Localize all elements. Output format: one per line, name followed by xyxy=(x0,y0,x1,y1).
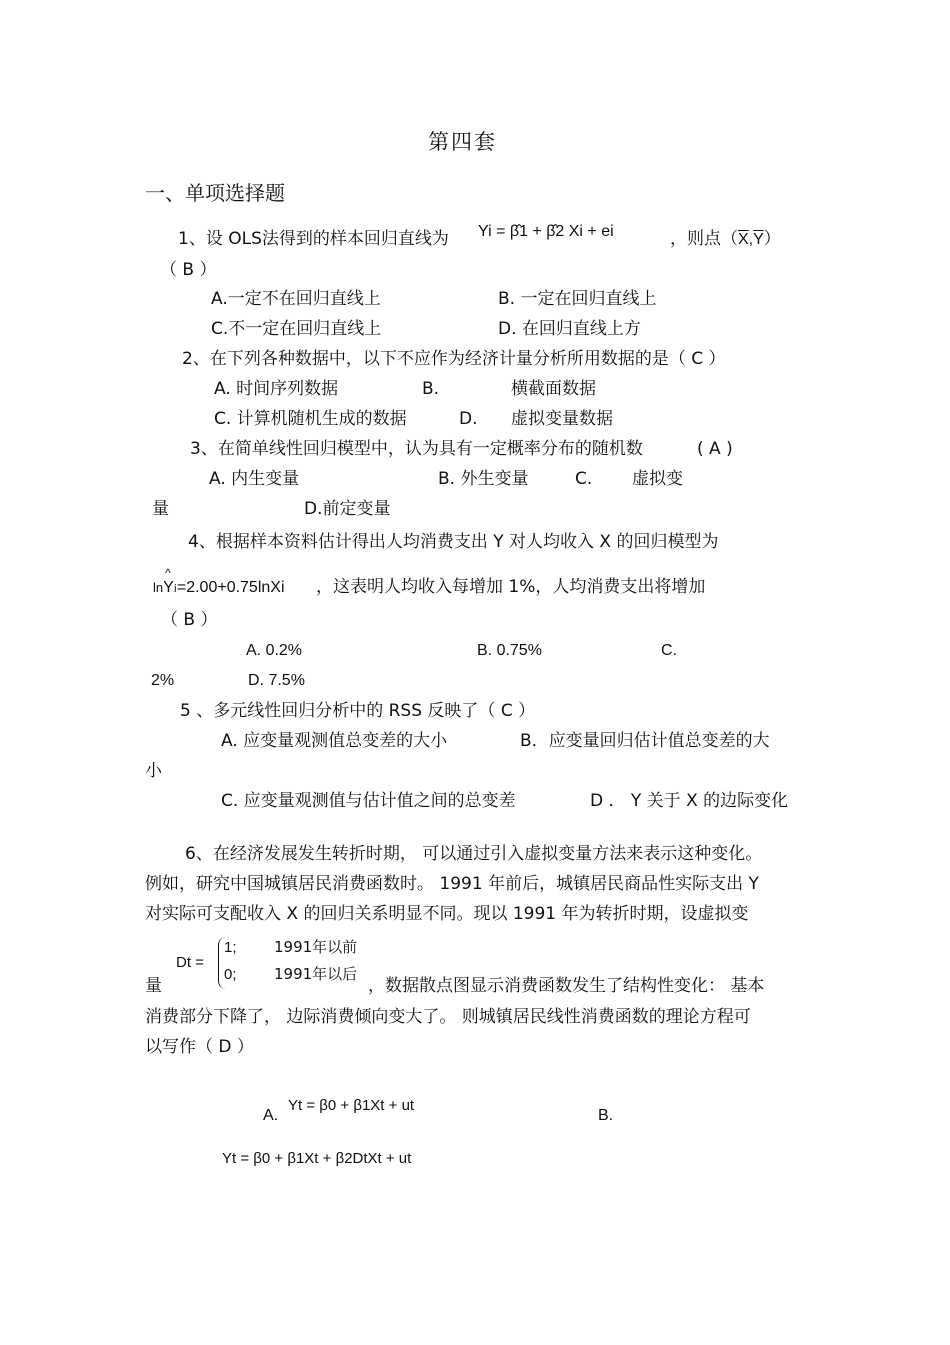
q6-line5: 消费部分下降了， 边际消费倾向变大了。 则城镇居民线性消费函数的理论方程可 xyxy=(145,1007,751,1027)
q6-line4-start: 量 xyxy=(145,976,162,996)
q1-xbar: $\overline{X}$ xyxy=(738,231,749,248)
q1-ybar: $\overline{Y}$ xyxy=(753,231,764,248)
q3-option-c-label: C. xyxy=(575,469,593,489)
q5-option-b-cont: 小 xyxy=(145,761,162,781)
q6-line6: 以写作（ D ） xyxy=(145,1037,254,1057)
q4-y: Y xyxy=(163,579,174,596)
q6-option-b-label: B. xyxy=(598,1107,614,1124)
q4-option-b: B. 0.75% xyxy=(477,642,542,659)
q6-option-b-formula: Yt = β0 + β1Xt + β2DtXt + ut xyxy=(222,1150,412,1167)
q3-option-b: B. 外生变量 xyxy=(438,469,529,489)
q4-option-d: D. 7.5% xyxy=(248,672,305,689)
q1-stem: 1、设 OLS法得到的样本回归直线为 xyxy=(178,229,449,249)
q3-stem: 3、在简单线性回归模型中，认为具有一定概率分布的随机数 xyxy=(190,439,643,459)
q4-answer: （ B ） xyxy=(161,610,218,630)
q5-option-a: A. 应变量观测值总变差的大小 xyxy=(221,731,448,751)
q1-option-a: A.一定不在回归直线上 xyxy=(211,289,381,309)
q6-line3: 对实际可支配收入 X 的回归关系明显不同。现以 1991 年为转折时期，设虚拟变 xyxy=(145,904,749,924)
q4-option-c-label: C. xyxy=(661,642,677,659)
q6-case2-value: 0; xyxy=(224,966,237,983)
q1-answer: （ B ） xyxy=(160,260,217,280)
q1-stem-tail: ，则点$(\overline{X},\overline{Y})$ xyxy=(670,229,781,249)
q6-case2-text: 1991年以后 xyxy=(274,965,358,983)
page-title: 第四套 xyxy=(428,130,497,154)
q2-option-b-text: 横截面数据 xyxy=(511,379,596,399)
section-heading: 一、单项选择题 xyxy=(145,181,285,205)
q3-option-c-text: 虚拟变 xyxy=(632,469,683,489)
q1-option-b: B. 一定在回归直线上 xyxy=(498,289,657,309)
q4-option-a: A. 0.2% xyxy=(246,642,303,659)
q2-option-d-label: D. xyxy=(459,409,478,429)
q5-option-d: D ． Y 关于 X 的边际变化 xyxy=(590,791,789,811)
q5-option-b: B．应变量回归估计值总变差的大 xyxy=(520,731,770,751)
q3-option-c-cont: 量 xyxy=(152,499,169,519)
q3-option-d: D.前定变量 xyxy=(304,499,391,519)
q6-case1-text: 1991年以前 xyxy=(274,938,358,956)
q2-option-d-text: 虚拟变量数据 xyxy=(511,409,613,429)
q4-tail: ，这表明人均收入每增加 1%，人均消费支出将增加 xyxy=(316,577,706,597)
q6-line4: ，数据散点图显示消费函数发生了结构性变化： 基本 xyxy=(368,976,765,996)
q2-option-a: A. 时间序列数据 xyxy=(214,379,339,399)
q1-tail: ，则点（ xyxy=(670,229,738,249)
q6-case1-value: 1; xyxy=(224,939,237,956)
q6-option-a-label: A. xyxy=(263,1107,279,1124)
q3-option-a: A. 内生变量 xyxy=(209,469,300,489)
q4-stem: 4、根据样本资料估计得出人均消费支出 Y 对人均收入 X 的回归模型为 xyxy=(188,532,719,552)
q4-option-c-cont: 2% xyxy=(151,672,175,689)
hat-icon: ^ xyxy=(165,566,171,580)
q6-dt: Dt = xyxy=(176,954,204,971)
q1-option-c: C.不一定在回归直线上 xyxy=(211,319,382,339)
q3-answer: ( A ) xyxy=(697,439,733,459)
q1-formula: Yi = β̂1 + β̂2 Xi + ei xyxy=(478,223,614,240)
q4-formula: =2.00+0.75lnXi xyxy=(176,579,285,596)
q2-stem: 2、在下列各种数据中，以下不应作为经济计量分析所用数据的是（ C ） xyxy=(182,349,726,369)
q5-stem: 5 、多元线性回归分析中的 RSS 反映了（ C ） xyxy=(180,701,536,721)
q5-option-c: C. 应变量观测值与估计值之间的总变差 xyxy=(221,791,516,811)
q1-option-d: D. 在回归直线上方 xyxy=(498,319,641,339)
q4-formula-block: ln ^ Yi=2.00+0.75lnXi xyxy=(153,566,285,596)
q4-ln: ln xyxy=(153,580,164,595)
q6-line2: 例如，研究中国城镇居民消费函数时。 1991 年前后，城镇居民商品性实际支出 Y xyxy=(145,874,759,894)
q2-option-b-label: B. xyxy=(422,379,440,399)
q6-line1: 6、在经济发展发生转折时期， 可以通过引入虚拟变量方法来表示这种变化。 xyxy=(185,844,763,864)
q6-option-a-formula: Yt = β0 + β1Xt + ut xyxy=(288,1097,415,1114)
q2-option-c: C. 计算机随机生成的数据 xyxy=(214,409,407,429)
